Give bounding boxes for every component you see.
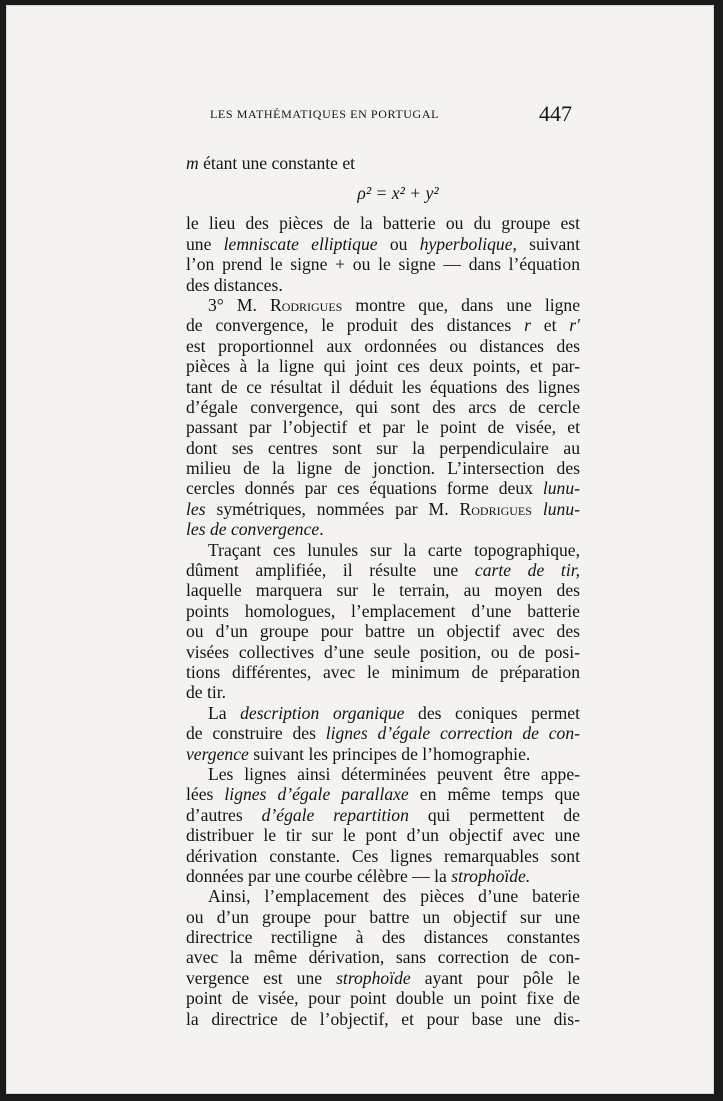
text-run: qui permettent de — [408, 804, 580, 825]
text-run: données par une courbe célèbre — la — [186, 865, 452, 886]
text-line — [186, 927, 580, 947]
text-run: la directrice de l’objectif, et pour base une dis- — [186, 1008, 580, 1029]
text-line — [186, 153, 580, 173]
text-line — [186, 621, 580, 641]
text-line — [186, 540, 580, 560]
text-run: des distances. — [186, 274, 283, 295]
text-line — [186, 275, 580, 295]
text-run: et — [530, 315, 570, 336]
text-line — [186, 417, 580, 437]
text-run: des coniques permet — [404, 702, 580, 723]
italic-text: lunu- — [542, 498, 580, 519]
text-run: directrice rectiligne à des distances constantes — [186, 927, 580, 948]
italic-text: hyperbolique, — [419, 233, 517, 254]
text-run: une — [186, 233, 224, 254]
italic-text: lemniscate elliptique — [223, 233, 378, 254]
text-line — [186, 478, 580, 498]
text-run: cercles donnés par ces équations forme deux — [186, 478, 543, 499]
text-run: milieu de la ligne de jonction. L’intersection des — [186, 458, 580, 479]
text-run: dérivation constante. Ces lignes remarquables sont — [186, 845, 580, 866]
text-run: pièces à la ligne qui joint ces deux points, et par- — [186, 356, 580, 377]
paragraph — [186, 213, 580, 295]
text-line — [186, 723, 580, 743]
text-run: visées collectives d’une seule position, ou de posi- — [186, 641, 580, 662]
text-run: suivant — [516, 233, 580, 254]
text-run: passant par l’objectif et par le point de visée, et — [186, 417, 580, 438]
page-number: 447 — [539, 101, 572, 126]
text-run: montre que, dans une ligne — [342, 294, 580, 315]
page-content — [186, 101, 580, 1029]
text-run: La — [208, 702, 241, 723]
text-line — [186, 560, 580, 580]
paragraph — [186, 153, 580, 173]
text-run: de tir. — [186, 682, 227, 703]
text-run: tant de ce résultat il déduit les équations des lignes — [186, 376, 580, 397]
text-line — [186, 580, 580, 600]
body-text — [186, 153, 580, 1029]
text-line — [186, 438, 580, 458]
italic-text: r′ — [569, 315, 580, 336]
small-caps-name: Rodrigues — [269, 294, 343, 315]
text-run: tions différentes, avec le minimum de préparation — [186, 661, 580, 682]
text-line — [186, 315, 580, 335]
text-line — [186, 356, 580, 376]
text-line — [186, 601, 580, 621]
text-run: ayant pour pôle le — [410, 967, 580, 988]
text-run: avec la même dérivation, sans correction de con- — [186, 947, 580, 968]
text-line — [186, 947, 580, 967]
italic-text: les — [186, 498, 206, 519]
text-run: 3° M. — [208, 294, 270, 315]
text-run: de construire des — [186, 723, 326, 744]
text-line — [186, 499, 580, 519]
text-run: ou d’un groupe pour battre un objectif sur une — [186, 906, 580, 927]
text-line — [186, 907, 580, 927]
text-run: en même temps que — [408, 784, 580, 805]
text-run: d’égale convergence, qui sont des arcs de cercle — [186, 396, 580, 417]
text-line — [186, 744, 580, 764]
paragraph — [186, 540, 580, 703]
text-line — [186, 1009, 580, 1029]
italic-text: d’égale repartition — [261, 804, 409, 825]
text-run: dont ses centres sont sur la perpendiculaire au — [186, 437, 580, 458]
text-run: laquelle marquera sur le terrain, au moyen des — [186, 580, 580, 601]
text-line — [186, 397, 580, 417]
text-run: point de visée, pour point double un point fixe de — [186, 988, 580, 1009]
text-line — [186, 846, 580, 866]
text-run: suivant les principes de l’homographie. — [248, 743, 531, 764]
paragraph — [186, 886, 580, 1029]
italic-text: vergence — [186, 743, 249, 764]
text-line — [186, 825, 580, 845]
text-line — [186, 703, 580, 723]
running-head: LES MATHÉMATIQUES EN PORTUGAL — [210, 107, 440, 121]
text-line — [186, 642, 580, 662]
text-run — [532, 499, 543, 519]
text-run: . — [319, 519, 324, 540]
text-run: le lieu des pièces de la batterie ou du groupe est — [186, 213, 580, 234]
text-run: ou — [377, 233, 420, 254]
text-run: points homologues, l’emplacement d’une batterie — [186, 600, 580, 621]
text-run: Traçant ces lunules sur la carte topographique, — [208, 539, 580, 560]
italic-text: lignes d’égale correction de con- — [325, 723, 580, 744]
text-run: lées — [186, 784, 225, 805]
italic-text: m — [186, 153, 199, 173]
italic-text: strophoïde. — [451, 865, 531, 886]
text-line — [186, 886, 580, 906]
text-line — [186, 682, 580, 702]
paragraph — [186, 703, 580, 764]
italic-text: les de convergence — [186, 519, 320, 540]
text-line — [186, 458, 580, 478]
equation: ρ² = x² + y² — [357, 183, 439, 204]
text-run: symétriques, nommées par M. — [205, 498, 460, 519]
text-run: étant une constante et — [198, 153, 356, 173]
text-line — [186, 805, 580, 825]
text-line — [186, 988, 580, 1008]
text-line — [186, 234, 580, 254]
text-line — [186, 377, 580, 397]
text-line — [186, 866, 580, 886]
text-run: de convergence, le produit des distances — [186, 315, 525, 336]
text-line — [186, 213, 580, 233]
italic-text: lunu- — [542, 478, 580, 499]
text-run: Les lignes ainsi déterminées peuvent être appe- — [208, 763, 580, 784]
page-header — [186, 101, 580, 127]
text-line — [186, 336, 580, 356]
italic-text: carte de tir, — [474, 560, 581, 581]
text-run: Ainsi, l’emplacement des pièces d’une baterie — [208, 886, 580, 907]
text-run: dûment amplifiée, il résulte une — [186, 560, 475, 581]
text-run: l’on prend le signe + ou le signe — dans l’équation — [186, 254, 580, 275]
book-page — [6, 5, 714, 1094]
text-run: d’autres — [186, 804, 262, 825]
italic-text: strophoïde — [336, 967, 411, 988]
italic-text: r — [524, 315, 531, 336]
text-run: ou d’un groupe pour battre un objectif avec des — [186, 621, 580, 642]
text-line — [186, 295, 580, 315]
paragraph — [186, 295, 580, 540]
text-line — [186, 968, 580, 988]
italic-text: lignes d’égale parallaxe — [224, 784, 409, 805]
paragraph — [186, 764, 580, 886]
text-line — [186, 784, 580, 804]
text-line — [186, 519, 580, 539]
text-line — [186, 662, 580, 682]
italic-text: description organique — [240, 702, 405, 723]
text-run: vergence est une — [186, 967, 337, 988]
small-caps-name: Rodrigues — [459, 498, 532, 519]
text-run: distribuer le tir sur le pont d’un objectif avec une — [186, 825, 580, 846]
text-line — [186, 764, 580, 784]
text-run: est proportionnel aux ordonnées ou distances des — [186, 335, 580, 356]
text-line — [186, 254, 580, 274]
